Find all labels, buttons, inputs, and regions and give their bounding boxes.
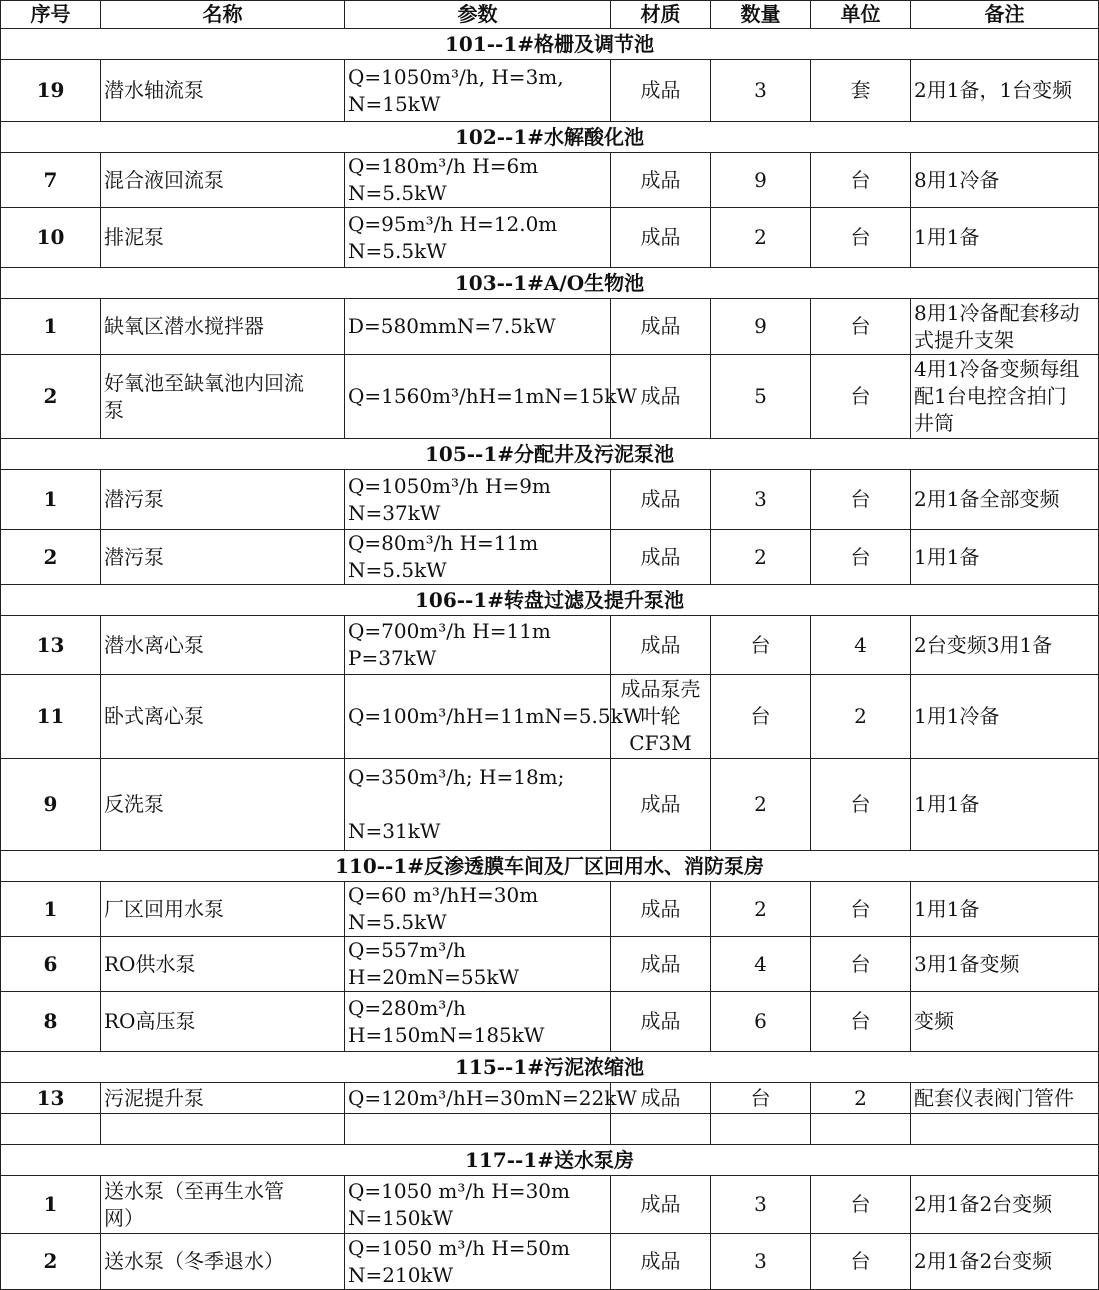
cell-remark-line: 配套仪表阀门管件	[914, 1085, 1074, 1110]
cell-params-line: Q=95m³/h H=12.0m	[348, 211, 558, 236]
cell-params-line: Q=280m³/h	[348, 995, 466, 1020]
cell-unit: 台	[811, 355, 911, 439]
cell-material-line: 成品	[640, 632, 681, 657]
cell-material	[611, 1234, 711, 1290]
cell-quantity: 9	[711, 153, 811, 208]
section-title: 115--1#污泥浓缩池	[1, 1052, 1099, 1083]
cell-name-line: 潜污泵	[104, 487, 164, 511]
cell-remark	[911, 992, 1099, 1052]
header-cell-params: 参数	[345, 1, 611, 29]
cell-name	[101, 759, 345, 851]
table-row	[1, 992, 1099, 1052]
cell-params-line: D=580mmN=7.5kW	[348, 314, 556, 338]
cell-material	[611, 299, 711, 355]
cell-no: 13	[1, 1083, 101, 1114]
cell-no: 1	[1, 470, 101, 530]
cell-name	[101, 355, 345, 439]
cell-params	[345, 1234, 611, 1290]
cell-params	[345, 1114, 611, 1145]
table-body	[1, 29, 1099, 1290]
cell-quantity: 3	[711, 60, 811, 122]
cell-material-line: 成品	[640, 1192, 681, 1216]
table-row	[1, 1083, 1099, 1114]
section-title: 117--1#送水泵房	[1, 1145, 1099, 1176]
cell-params-line: Q=1050m³/h, H=3m,	[348, 64, 564, 89]
cell-name-line: 泵	[104, 397, 124, 422]
cell-material-line: 成品	[640, 314, 681, 338]
cell-params	[345, 60, 611, 122]
cell-name	[101, 675, 345, 759]
cell-name	[101, 153, 345, 208]
cell-name-line: 潜水离心泵	[104, 632, 204, 657]
table-row	[1, 937, 1099, 992]
section-header-row	[1, 268, 1099, 299]
cell-params-line: N=210kW	[348, 1262, 454, 1287]
cell-params	[345, 882, 611, 937]
cell-material-line: 成品泵壳	[620, 677, 701, 701]
cell-no: 10	[1, 208, 101, 268]
section-title: 110--1#反渗透膜车间及厂区回用水、消防泵房	[1, 851, 1099, 882]
cell-no: 1	[1, 299, 101, 355]
section-header-row	[1, 585, 1099, 616]
section-header-row	[1, 439, 1099, 470]
cell-remark-line	[914, 1117, 920, 1141]
cell-unit: 套	[811, 60, 911, 122]
cell-unit: 台	[811, 299, 911, 355]
cell-name	[101, 937, 345, 992]
cell-quantity: 5	[711, 355, 811, 439]
cell-unit: 2	[811, 1083, 911, 1114]
cell-no: 11	[1, 675, 101, 759]
cell-material	[611, 937, 711, 992]
cell-unit: 台	[811, 937, 911, 992]
cell-remark	[911, 1234, 1099, 1290]
cell-remark	[911, 299, 1099, 355]
cell-material-line: 成品	[640, 1249, 681, 1273]
cell-no: 19	[1, 60, 101, 122]
cell-remark	[911, 937, 1099, 992]
cell-params	[345, 992, 611, 1052]
cell-unit: 台	[811, 530, 911, 585]
table-row	[1, 60, 1099, 122]
cell-params-line: Q=700m³/h H=11m	[348, 619, 551, 643]
table-row	[1, 153, 1099, 208]
cell-remark	[911, 60, 1099, 122]
table-row	[1, 675, 1099, 759]
cell-unit: 台	[811, 759, 911, 851]
cell-name-line: RO高压泵	[104, 1009, 196, 1033]
cell-params	[345, 299, 611, 355]
cell-material-line: 成品	[640, 167, 681, 192]
cell-params-line: N=5.5kW	[348, 238, 447, 263]
cell-remark-line: 1用1冷备	[914, 704, 1000, 728]
section-header-row	[1, 1145, 1099, 1176]
cell-remark-line: 变频	[914, 1009, 954, 1033]
header-cell-no: 序号	[1, 1, 101, 29]
cell-remark-line: 配1台电控含拍门	[914, 384, 1067, 408]
cell-remark	[911, 530, 1099, 585]
cell-remark-line: 2用1备全部变频	[914, 487, 1060, 511]
cell-quantity: 台	[711, 1083, 811, 1114]
table-row	[1, 355, 1099, 439]
cell-remark	[911, 1083, 1099, 1114]
cell-params-line: N=150kW	[348, 1205, 454, 1230]
cell-material-line: 成品	[640, 896, 681, 921]
section-header-row	[1, 29, 1099, 60]
cell-remark	[911, 616, 1099, 675]
table-row	[1, 882, 1099, 937]
cell-name-line: 污泥提升泵	[104, 1085, 204, 1110]
cell-quantity: 2	[711, 530, 811, 585]
section-header-row	[1, 1052, 1099, 1083]
cell-material-line: 成品	[640, 792, 681, 816]
cell-unit: 台	[811, 992, 911, 1052]
cell-params-line	[348, 791, 607, 818]
cell-quantity: 台	[711, 675, 811, 759]
cell-remark	[911, 1176, 1099, 1234]
table-row	[1, 470, 1099, 530]
cell-unit: 台	[811, 1234, 911, 1290]
cell-material	[611, 992, 711, 1052]
cell-params-line: Q=100m³/hH=11mN=5.5kW	[348, 704, 644, 728]
cell-no: 2	[1, 1234, 101, 1290]
section-title: 102--1#水解酸化池	[1, 122, 1099, 153]
section-title: 101--1#格栅及调节池	[1, 29, 1099, 60]
table-row	[1, 1234, 1099, 1290]
cell-quantity: 3	[711, 1234, 811, 1290]
table-row	[1, 1176, 1099, 1234]
cell-name	[101, 1083, 345, 1114]
cell-no: 8	[1, 992, 101, 1052]
cell-params	[345, 355, 637, 439]
section-header-row	[1, 851, 1099, 882]
cell-remark-line: 1用1备	[914, 225, 980, 249]
header-cell-remark: 备注	[911, 1, 1099, 29]
cell-material	[611, 1176, 711, 1234]
cell-name	[101, 299, 345, 355]
section-title: 106--1#转盘过滤及提升泵池	[1, 585, 1099, 616]
cell-remark	[911, 470, 1099, 530]
cell-params-line: H=150mN=185kW	[348, 1022, 545, 1047]
cell-material	[611, 60, 711, 122]
cell-params	[345, 759, 611, 851]
cell-params-line: Q=120m³/hH=30mN=22kW	[348, 1085, 637, 1110]
cell-params	[345, 937, 611, 992]
cell-name-line: 混合液回流泵	[104, 167, 224, 192]
cell-material-line: 成品	[640, 1085, 681, 1110]
cell-params	[345, 153, 611, 208]
cell-remark	[911, 675, 1099, 759]
table-row	[1, 759, 1099, 851]
cell-params-line: Q=1050 m³/h H=30m	[348, 1178, 570, 1203]
cell-params-line: Q=80m³/h H=11m N=5.5kW	[348, 531, 539, 582]
cell-remark-line: 1用1备	[914, 792, 980, 816]
cell-material	[611, 759, 711, 851]
cell-remark-line: 2用1备，1台变频	[914, 78, 1073, 102]
cell-params	[345, 616, 611, 675]
cell-material	[611, 616, 711, 675]
cell-unit: 4	[811, 616, 911, 675]
cell-name	[101, 882, 345, 937]
cell-name-line: 卧式离心泵	[104, 704, 204, 728]
cell-no: 6	[1, 937, 101, 992]
cell-unit: 2	[811, 675, 911, 759]
cell-name	[101, 1114, 345, 1145]
cell-remark	[911, 759, 1099, 851]
cell-name-line: 厂区回用水泵	[104, 896, 224, 921]
cell-remark-line: 2用1备2台变频	[914, 1192, 1053, 1216]
cell-name	[101, 1234, 345, 1290]
cell-name-line: 反洗泵	[104, 792, 164, 816]
cell-no: 13	[1, 616, 101, 675]
cell-name-line: 送水泵（冬季退水）	[104, 1249, 284, 1273]
cell-remark-line: 8用1冷备配套移动	[914, 300, 1080, 325]
cell-material	[611, 1114, 711, 1145]
cell-remark	[911, 153, 1099, 208]
cell-material	[611, 530, 711, 585]
cell-quantity: 3	[711, 1176, 811, 1234]
cell-params	[345, 1083, 637, 1114]
cell-name-line: 好氧池至缺氧池内回流	[104, 370, 304, 395]
cell-quantity: 9	[711, 299, 811, 355]
cell-unit: 台	[811, 153, 911, 208]
cell-remark-line: 2用1备2台变频	[914, 1249, 1053, 1273]
cell-remark-line: 3用1备变频	[914, 951, 1020, 976]
cell-quantity: 2	[711, 208, 811, 268]
cell-params	[345, 208, 611, 268]
cell-material-line: 叶轮	[640, 704, 681, 728]
table-row	[1, 530, 1099, 585]
header-cell-material: 材质	[611, 1, 711, 29]
cell-material-line: 成品	[640, 951, 681, 976]
cell-material-line: 成品	[640, 225, 681, 249]
cell-quantity: 4	[711, 937, 811, 992]
cell-unit	[811, 1114, 911, 1145]
cell-material-line: 成品	[640, 544, 681, 569]
cell-params-line: Q=557m³/h H=20mN=55kW	[348, 938, 519, 989]
cell-name-line: 潜水轴流泵	[104, 78, 204, 102]
cell-unit: 台	[811, 208, 911, 268]
header-row	[1, 1, 1099, 29]
cell-material	[611, 882, 711, 937]
cell-remark-line: 4用1冷备变频每组	[914, 357, 1080, 381]
cell-material	[611, 208, 711, 268]
cell-material-line: CF3M	[629, 731, 692, 755]
cell-remark-line: 2台变频3用1备	[914, 632, 1053, 657]
cell-name-line: 缺氧区潜水搅拌器	[104, 314, 264, 338]
cell-no: 1	[1, 1176, 101, 1234]
cell-params-line: N=31kW	[348, 819, 441, 843]
cell-name-line: 送水泵（至再生水管	[104, 1178, 284, 1203]
cell-quantity: 2	[711, 759, 811, 851]
cell-params-line: Q=1050 m³/h H=50m	[348, 1235, 570, 1260]
cell-remark	[911, 1114, 1099, 1145]
cell-quantity	[711, 1114, 811, 1145]
cell-unit: 台	[811, 882, 911, 937]
cell-params-line: P=37kW	[348, 646, 437, 670]
cell-name	[101, 616, 345, 675]
section-header-row	[1, 122, 1099, 153]
cell-no: 7	[1, 153, 101, 208]
cell-name	[101, 60, 345, 122]
cell-name	[101, 1176, 345, 1234]
cell-material-line: 成品	[640, 487, 681, 511]
cell-quantity: 台	[711, 616, 811, 675]
cell-no	[1, 1114, 101, 1145]
cell-unit: 台	[811, 1176, 911, 1234]
cell-name	[101, 470, 345, 530]
cell-no: 2	[1, 355, 101, 439]
table-row	[1, 299, 1099, 355]
cell-params	[345, 675, 644, 759]
cell-material-line	[657, 1117, 663, 1141]
cell-params	[345, 470, 611, 530]
cell-params-line: N=15kW	[348, 91, 441, 116]
cell-material-line: 成品	[640, 384, 681, 408]
cell-quantity: 6	[711, 992, 811, 1052]
cell-quantity: 2	[711, 882, 811, 937]
cell-material-line: 成品	[640, 78, 681, 102]
cell-name	[101, 992, 345, 1052]
header-cell-name: 名称	[101, 1, 345, 29]
cell-name-line: 排泥泵	[104, 225, 164, 249]
cell-remark-line: 1用1备	[914, 896, 980, 921]
header-cell-unit: 单位	[811, 1, 911, 29]
cell-name-line: RO供水泵	[104, 951, 196, 976]
table-row	[1, 616, 1099, 675]
cell-material-line: 成品	[640, 1009, 681, 1033]
cell-remark	[911, 208, 1099, 268]
table-row	[1, 1114, 1099, 1145]
cell-params	[345, 1176, 611, 1234]
cell-params-line: Q=1050m³/h H=9m	[348, 473, 551, 498]
cell-material	[611, 470, 711, 530]
cell-params-line: Q=180m³/h H=6m N=5.5kW	[348, 154, 539, 205]
cell-params	[345, 530, 611, 585]
cell-no: 2	[1, 530, 101, 585]
cell-params-line: Q=60 m³/hH=30m N=5.5kW	[348, 883, 539, 934]
cell-unit: 台	[811, 470, 911, 530]
cell-name-line: 网）	[104, 1205, 144, 1230]
cell-remark-line: 式提升支架	[914, 327, 1014, 352]
cell-name-line: 潜污泵	[104, 544, 164, 569]
cell-params-line: Q=350m³/h; H=18m;	[348, 765, 565, 789]
header-cell-quantity: 数量	[711, 1, 811, 29]
cell-remark	[911, 882, 1099, 937]
cell-remark-line: 井筒	[914, 411, 954, 435]
cell-remark-line: 8用1冷备	[914, 167, 1000, 192]
section-title: 105--1#分配井及污泥泵池	[1, 439, 1099, 470]
cell-no: 9	[1, 759, 101, 851]
cell-remark	[911, 355, 1099, 439]
table-row	[1, 208, 1099, 268]
cell-name	[101, 208, 345, 268]
cell-material	[611, 153, 711, 208]
cell-remark-line: 1用1备	[914, 544, 980, 569]
cell-quantity: 3	[711, 470, 811, 530]
cell-name-line	[104, 1117, 110, 1141]
cell-params-line	[348, 1117, 354, 1141]
cell-params-line: N=37kW	[348, 500, 441, 525]
cell-params-line: Q=1560m³/hH=1mN=15kW	[348, 384, 637, 408]
cell-no: 1	[1, 882, 101, 937]
cell-name	[101, 530, 345, 585]
section-title: 103--1#A/O生物池	[1, 268, 1099, 299]
